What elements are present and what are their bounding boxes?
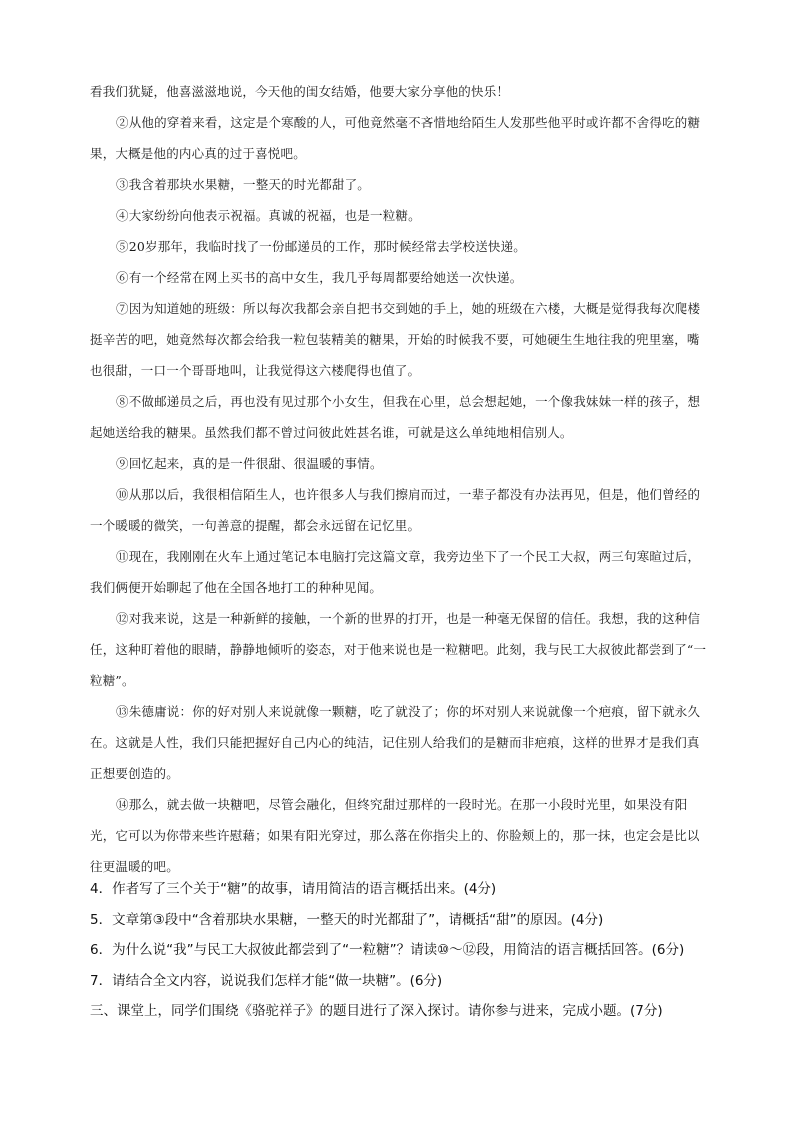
passage-paragraph-14: ⑭那么，就去做一块糖吧，尽管会融化，但终究甜过那样的一段时光。在那一小段时光里，如果没有阳光，它可以为你带来些许慰藉；如果有阳光穿过，那么落在你指尖上的、你脸颊上的，那一抹，也定会是比以往更温暖的吧。 bbox=[90, 797, 700, 874]
passage-paragraph-12: ⑫对我来说，这是一种新鲜的接触，一个新的世界的打开，也是一种毫无保留的信任。我想，我的这种信任，这种盯着他的眼睛，静静地倾听的姿态，对于他来说也是一粒糖吧。此刻，我与民工大叔彼此都尝到了“一粒糖”。 bbox=[90, 611, 707, 688]
passage-paragraph-2: ②从他的穿着来看，这定是个寒酸的人，可他竟然毫不吝惜地给陌生人发那些他平时或许都不舍得吃的糖果，大概是他的内心真的过于喜悦吧。 bbox=[90, 115, 701, 161]
passage-paragraph-10: ⑩从那以后，我很相信陌生人，也许很多人与我们擦肩而过，一辈子都没有办法再见，但是，他们曾经的一个暖暖的微笑，一句善意的提醒，都会永远留在记忆里。 bbox=[90, 487, 701, 533]
passage-paragraph-9: ⑨回忆起来，真的是一件很甜、很温暖的事情。 bbox=[116, 456, 383, 471]
passage-paragraph-8: ⑧不做邮递员之后，再也没有见过那个小女生，但我在心里，总会想起她，一个像我妹妹一样的孩子，想起她送给我的糖果。虽然我们都不曾过问彼此姓甚名谁，可就是这么单纯地相信别人。 bbox=[90, 394, 701, 440]
question-5: 5．文章第③段中“含着那块水果糖，一整天的时光都甜了”，请概括“甜”的原因。(4分) bbox=[90, 911, 604, 928]
passage-paragraph-13: ⑬朱德庸说：你的好对别人来说就像一颗糖，吃了就没了；你的坏对别人来说就像一个疤痕，留下就永久在。这就是人性，我们只能把握好自己内心的纯洁，记住别人给我们的是糖而非疤痕，这样的世界才是我们真正想要创造的。 bbox=[90, 704, 701, 781]
reading-passage bbox=[90, 76, 710, 882]
question-7: 7．请结合全文内容，说说我们怎样才能“做一块糖”。(6分) bbox=[90, 972, 443, 989]
question-6: 6．为什么说“我”与民工大叔彼此都尝到了“一粒糖”？请读⑩～⑫段，用简洁的语言概括回答。(6分) bbox=[90, 942, 685, 958]
passage-paragraph-3: ③我含着那块水果糖，一整天的时光都甜了。 bbox=[116, 177, 371, 192]
section-three-heading: 三、课堂上，同学们围绕《骆驼祥子》的题目进行了深入探讨。请你参与进来，完成小题。(7分) bbox=[90, 1003, 663, 1019]
passage-paragraph-11: ⑪现在，我刚刚在火车上通过笔记本电脑打完这篇文章，我旁边坐下了一个民工大叔，两三句寒暄过后，我们俩便开始聊起了他在全国各地打工的种种见闻。 bbox=[90, 549, 701, 595]
passage-paragraph-7: ⑦因为知道她的班级：所以每次我都会亲自把书交到她的手上，她的班级在六楼，大概是觉得我每次爬楼挺辛苦的吧，她竟然每次都会给我一粒包装精美的糖果，开始的时候我不要，可她硬生生地往我的兜里塞，嘴也很甜，一口一个哥哥地叫，让我觉得这六楼爬得也值了。 bbox=[90, 301, 701, 378]
passage-paragraph-cont: 看我们犹疑，他喜滋滋地说，今天他的闺女结婚，他要大家分享他的快乐！ bbox=[90, 84, 510, 99]
question-list bbox=[90, 874, 730, 1027]
passage-paragraph-4: ④大家纷纷向他表示祝福。真诚的祝福，也是一粒糖。 bbox=[116, 208, 421, 223]
passage-paragraph-6: ⑥有一个经常在网上买书的高中女生，我几乎每周都要给她送一次快递。 bbox=[116, 270, 523, 285]
passage-paragraph-5: ⑤20岁那年，我临时找了一份邮递员的工作，那时候经常去学校送快递。 bbox=[116, 239, 527, 254]
question-4: 4．作者写了三个关于“糖”的故事，请用简洁的语言概括出来。(4分) bbox=[90, 881, 497, 897]
